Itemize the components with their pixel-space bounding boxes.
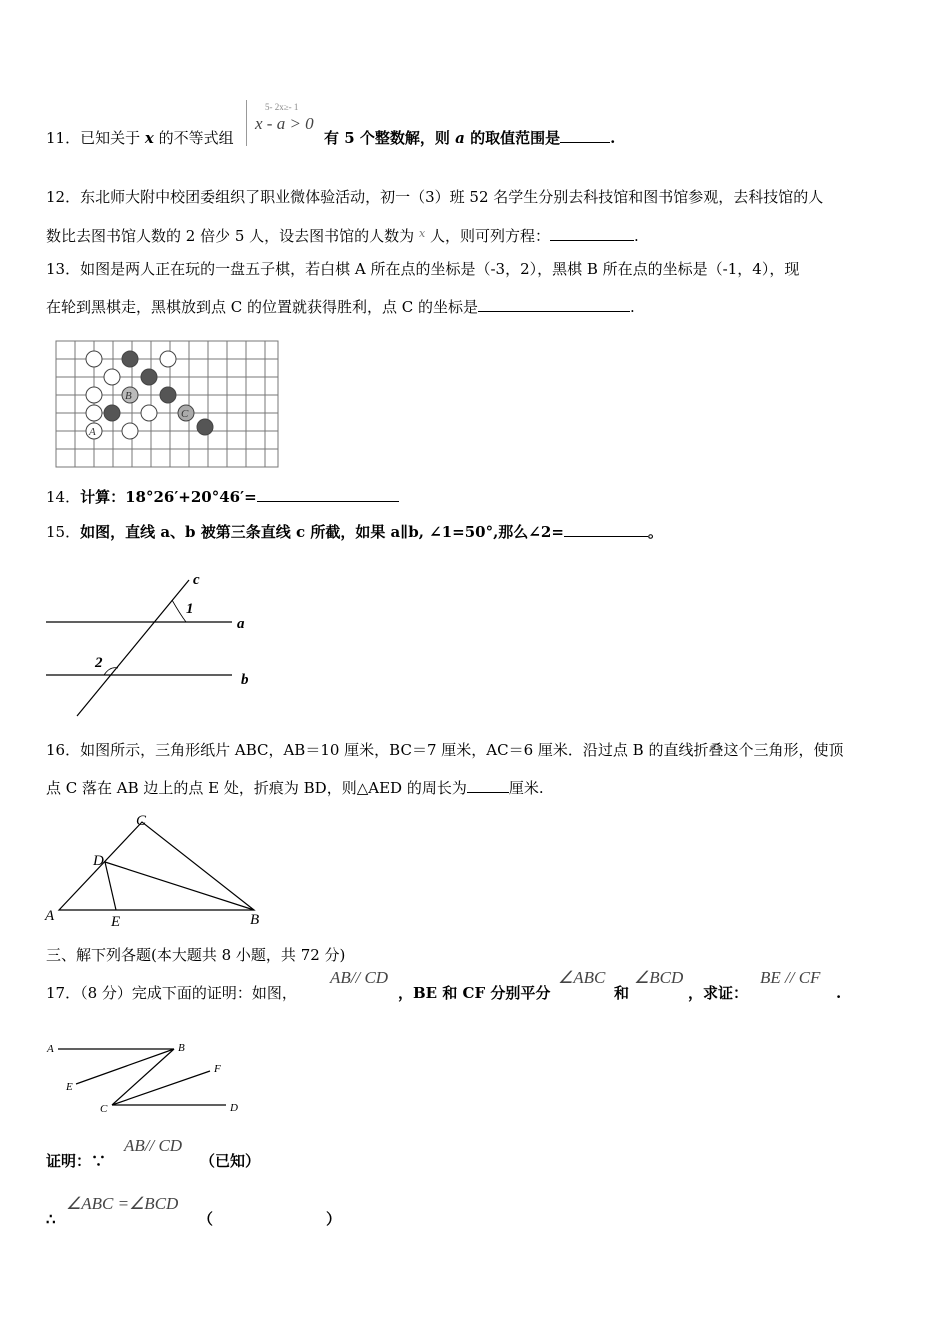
q11-answer-blank[interactable] xyxy=(560,128,610,143)
q17-end: . xyxy=(836,984,842,1002)
q15-number: 15． xyxy=(46,523,81,541)
q16-text-line2a: 点 C 落在 AB 边上的点 E 处，折痕为 BD，则△AED 的周长为 xyxy=(46,779,467,797)
q13-number: 13． xyxy=(46,260,81,278)
q16-line1 xyxy=(46,740,843,760)
q13-end: . xyxy=(630,298,635,316)
q11-var-a: a xyxy=(455,129,465,147)
white-stone xyxy=(122,423,138,439)
q15-line xyxy=(46,522,663,542)
q14-line xyxy=(46,487,399,507)
q16-text-line1: 如图所示，三角形纸片 ABC，AB＝10 厘米，BC＝7 厘米，AC＝6 厘米．沿过点 B 的直线折叠这个三角形，使顶 xyxy=(80,741,844,759)
white-stone xyxy=(160,351,176,367)
q11-end: . xyxy=(610,129,616,147)
q11-ineq-top: 5- 2x≥- 1 xyxy=(265,102,299,112)
proof-reason2-open: （ xyxy=(198,1210,214,1228)
zigzag-figure xyxy=(44,1034,250,1118)
proof-math-ab-cd: AB// CD xyxy=(124,1136,183,1155)
q11-text-b: 的不等式组 xyxy=(158,129,234,147)
proof-reason2-blank[interactable] xyxy=(214,1209,324,1229)
label-C: C xyxy=(136,813,147,829)
label-a: a xyxy=(237,616,245,632)
proof-therefore: ∴ xyxy=(46,1210,56,1228)
section-3-heading: 三、解下列各题(本大题共 8 小题，共 72 分) xyxy=(46,946,346,964)
q13-text-line2: 在轮到黑棋走，黑棋放到点 C 的位置就获得胜利，点 C 的坐标是 xyxy=(46,298,479,316)
segment-de xyxy=(105,862,116,910)
white-stone xyxy=(86,351,102,367)
proof-because: 证明：∵ xyxy=(46,1152,107,1170)
segment-be xyxy=(76,1049,174,1084)
q16-number: 16． xyxy=(46,741,81,759)
q13-answer-blank[interactable] xyxy=(478,297,630,312)
label-A: A xyxy=(47,1043,54,1055)
q16-text-line2b: 厘米. xyxy=(508,779,544,797)
q15-text: 如图，直线 a、b 被第三条直线 c 所截，如果 a∥b, ∠1=50°,那么∠2= xyxy=(80,523,564,541)
q17-text-a: 完成下面的证明：如图， xyxy=(131,984,297,1002)
q11-text-c: 有 5 个整数解，则 xyxy=(324,129,450,147)
white-stone xyxy=(104,369,120,385)
proof-line1 xyxy=(46,1151,106,1171)
segment-bc xyxy=(112,1049,174,1105)
q17-math-ab-cd: AB// CD xyxy=(330,968,389,987)
q11-inequality-system xyxy=(246,100,323,146)
label-F: F xyxy=(214,1063,221,1075)
label-E: E xyxy=(66,1081,73,1093)
parallel-lines-figure xyxy=(44,568,260,720)
label-B: B xyxy=(178,1042,185,1054)
q17-math-angle-bcd: ∠BCD xyxy=(634,968,684,987)
label-1: 1 xyxy=(186,601,194,617)
q17-text-b: ，BE 和 CF 分别平分 xyxy=(398,984,551,1002)
q11-line-rest xyxy=(324,128,615,148)
label-D: D xyxy=(93,853,104,869)
q15-end: 。 xyxy=(647,523,663,541)
q17-math-be-cf: BE // CF xyxy=(760,968,821,987)
angle1-arc xyxy=(172,600,186,622)
q13-text-line1: 如图是两人正在玩的一盘五子棋，若白棋 A 所在点的坐标是（-3，2），黑棋 B 所在点的坐标是（-1，4），现 xyxy=(80,260,800,278)
q12-answer-blank[interactable] xyxy=(550,226,634,241)
proof-reason2-close: ） xyxy=(326,1210,342,1228)
proof-math-angles-equal: ∠ABC =∠BCD xyxy=(66,1194,179,1213)
black-stone xyxy=(104,405,120,421)
q11-text-a: 已知关于 xyxy=(80,129,141,147)
label-c: C xyxy=(181,408,189,420)
label-2: 2 xyxy=(95,655,103,671)
q13-line2 xyxy=(46,297,635,317)
q17-score: （8 分） xyxy=(80,984,132,1002)
label-D: D xyxy=(230,1102,238,1114)
q12-text-line1: 东北师大附中校团委组织了职业微体验活动，初一（3）班 52 名学生分别去科技馆和图书馆参观，去科技馆的人 xyxy=(80,188,824,206)
gomoku-board-figure xyxy=(52,334,284,472)
label-C: C xyxy=(100,1103,108,1115)
triangle-fold-figure xyxy=(42,810,272,932)
label-E: E xyxy=(111,914,121,930)
q17-text-c: 和 xyxy=(614,984,630,1002)
label-c: c xyxy=(193,572,200,588)
q14-number: 14． xyxy=(46,488,81,506)
q17-math-angle-abc: ∠ABC xyxy=(558,968,606,987)
label-B: B xyxy=(250,912,260,928)
q11-text-d: 的取值范围是 xyxy=(470,129,561,147)
black-stone xyxy=(141,369,157,385)
q14-answer-blank[interactable] xyxy=(257,487,399,502)
black-stone xyxy=(160,387,176,403)
q11-ineq-bottom: x - a > 0 xyxy=(255,114,314,133)
q11-var-x: x xyxy=(144,129,154,147)
black-stone xyxy=(122,351,138,367)
q12-line2 xyxy=(46,224,639,246)
black-stone xyxy=(197,419,213,435)
label-a: A xyxy=(89,426,96,438)
q12-number: 12． xyxy=(46,188,81,206)
segment-cf xyxy=(112,1071,210,1105)
q14-text: 计算：18°26′+20°46′= xyxy=(80,488,257,506)
q15-answer-blank[interactable] xyxy=(564,522,648,537)
q17-line xyxy=(46,983,297,1003)
white-stone xyxy=(86,405,102,421)
label-b: B xyxy=(125,390,132,402)
q13-line1 xyxy=(46,259,799,279)
q12-end: . xyxy=(633,227,639,245)
q17-text-d: ，求证： xyxy=(688,984,749,1002)
crease-bd xyxy=(105,862,254,910)
label-b: b xyxy=(241,672,249,688)
proof-line2 xyxy=(46,1209,56,1229)
label-A: A xyxy=(45,908,55,924)
triangle-abc xyxy=(59,822,254,910)
q12-text-line2a: 数比去图书馆人数的 2 倍少 5 人，设去图书馆的人数为 xyxy=(46,227,415,245)
q12-var-x: x xyxy=(418,227,426,240)
white-stone xyxy=(86,387,102,403)
q12-line1 xyxy=(46,187,823,207)
q16-answer-blank[interactable] xyxy=(467,778,509,793)
proof-reason1: （已知） xyxy=(200,1152,261,1170)
q11-number: 11． xyxy=(46,129,81,147)
q17-number: 17． xyxy=(46,984,81,1002)
q11-line xyxy=(46,128,234,148)
white-stone xyxy=(141,405,157,421)
q16-line2 xyxy=(46,778,544,798)
q12-text-line2b: 人，则可列方程： xyxy=(429,227,550,245)
